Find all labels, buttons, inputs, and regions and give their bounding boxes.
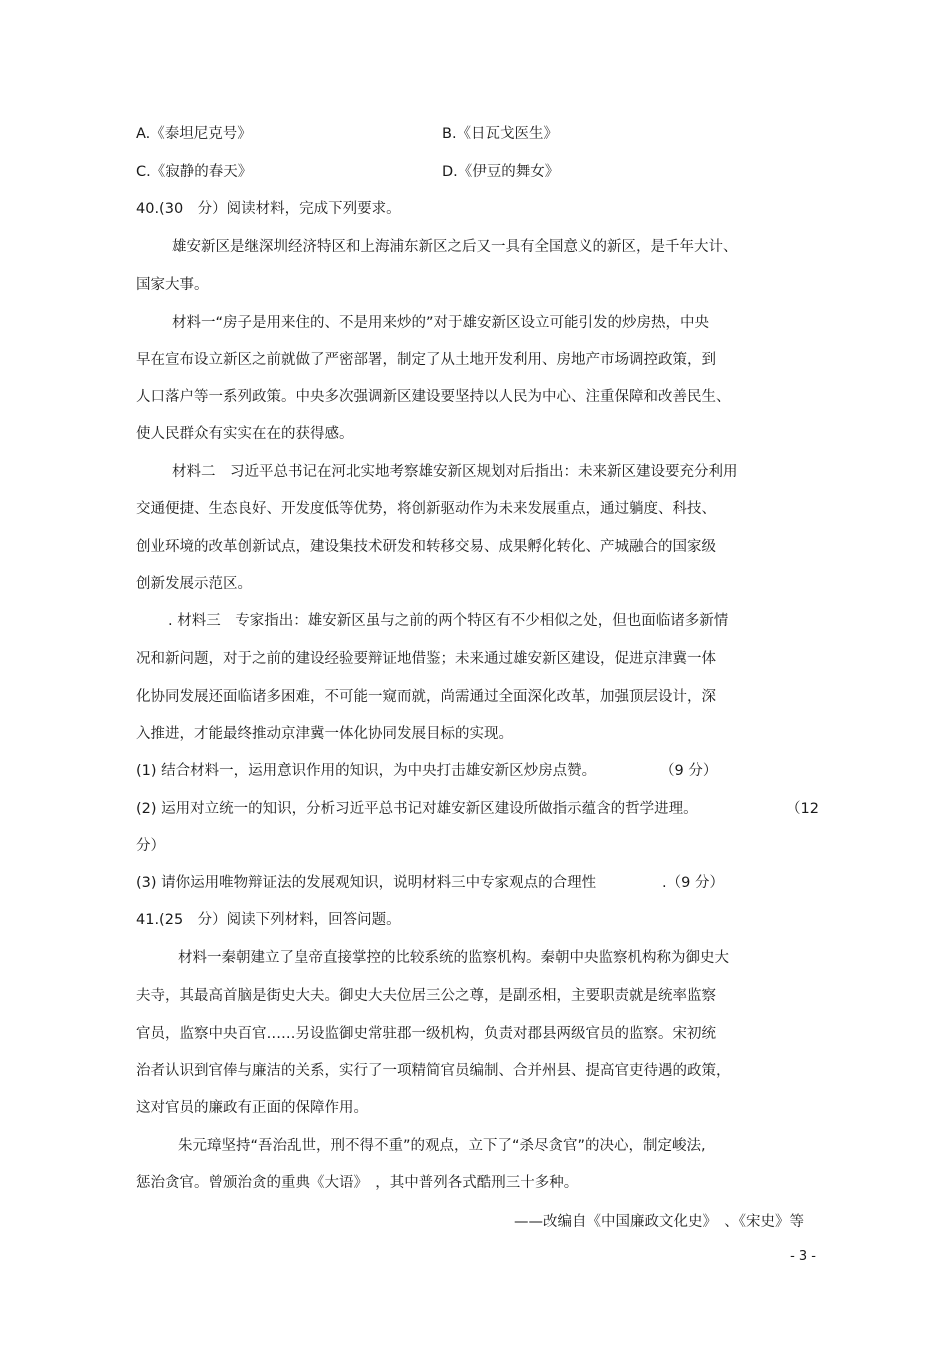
- q40-material3-line: . 材料三 专家指出：雄安新区虽与之前的两个特区有不少相似之处，但也面临诸多新情: [168, 613, 729, 629]
- q40-header: 40.(30 分）阅读材料，完成下列要求。: [136, 201, 401, 217]
- q40-sub3-text: (3) 请你运用唯物辩证法的发展观知识，说明材料三中专家观点的合理性: [136, 875, 597, 891]
- q40-sub2-score-cont: 分）: [136, 838, 165, 854]
- page-number: - 3 -: [790, 1249, 816, 1264]
- q41-material1-line: 官员，监察中央百官……另设监御史常驻郡一级机构，负责对郡县两级官员的监察。宋初统: [136, 1026, 716, 1042]
- q40-material1-line: 人口落户等一系列政策。中央多次强调新区建设要坚持以人民为中心、注重保障和改善民生、: [136, 389, 731, 405]
- q40-intro-line: 国家大事。: [136, 277, 209, 293]
- q40-material1-line: 使人民群众有实实在在的获得感。: [136, 426, 354, 442]
- q40-material3-line: 入推进，才能最终推动京津冀一体化协同发展目标的实现。: [136, 726, 513, 742]
- q41-material1-line: 这对官员的廉政有正面的保障作用。: [136, 1100, 368, 1116]
- q41-paragraph2-line: 朱元璋坚持“吾治乱世，刑不得不重”的观点，立下了“杀尽贪官”的决心，制定峻法,: [178, 1138, 706, 1154]
- q40-material3-line: 况和新问题，对于之前的建设经验要辩证地借鉴；未来通过雄安新区建设，促进京津冀一体: [136, 651, 716, 667]
- q41-material1-line: 治者认识到官俸与廉洁的关系，实行了一项精简官员编制、合并州县、提高官吏待遇的政策，: [136, 1063, 731, 1079]
- q40-material2-line: 创业环境的改革创新试点，建设集技术研发和转移交易、成果孵化转化、产城融合的国家级: [136, 539, 716, 555]
- q40-sub1-score: （9 分）: [660, 763, 718, 779]
- q40-sub2-score: （12: [786, 801, 819, 817]
- option-c: C.《寂静的春天》: [136, 164, 253, 180]
- option-a: A.《泰坦尼克号》: [136, 126, 252, 142]
- option-b: B.《日瓦戈医生》: [442, 126, 559, 142]
- q40-material1-line: 材料一“房子是用来住的、不是用来炒的”对于雄安新区设立可能引发的炒房热，中央: [172, 315, 710, 331]
- q41-source: ——改编自《中国廉政文化史》 、《宋史》等: [514, 1214, 804, 1230]
- q40-material1-line: 早在宣布设立新区之前就做了严密部署，制定了从土地开发利用、房地产市场调控政策，到: [136, 352, 716, 368]
- q40-material2-line: 材料二 习近平总书记在河北实地考察雄安新区规划对后指出：未来新区建设要充分利用: [172, 464, 738, 480]
- q40-material2-line: 创新发展示范区。: [136, 576, 252, 592]
- q40-sub1-text: (1) 结合材料一，运用意识作用的知识，为中央打击雄安新区炒房点赞。: [136, 763, 597, 779]
- q41-paragraph2-line: 惩治贪官。曾颁治贪的重典《大语》 ，其中普列各式酷刑三十多种。: [136, 1175, 579, 1191]
- q41-header: 41.(25 分）阅读下列材料，回答问题。: [136, 912, 401, 928]
- q40-material2-line: 交通便捷、生态良好、开发度低等优势，将创新驱动作为未来发展重点，通过躺度、科技、: [136, 501, 716, 517]
- option-d: D.《伊豆的舞女》: [442, 164, 560, 180]
- q41-material1-line: 夫寺，其最高首脑是街史大夫。御史大夫位居三公之尊，是副丞相，主要职责就是统率监察: [136, 988, 716, 1004]
- q40-sub2-text: (2) 运用对立统一的知识，分析习近平总书记对雄安新区建设所做指示蕴含的哲学进理。: [136, 801, 698, 817]
- q40-sub3-score: .（9 分）: [662, 875, 724, 891]
- q40-intro-line: 雄安新区是继深圳经济特区和上海浦东新区之后又一具有全国意义的新区，是千年大计、: [172, 239, 738, 255]
- q40-material3-line: 化协同发展还面临诸多困难，不可能一窥而就，尚需通过全面深化改革，加强顶层设计，深: [136, 689, 716, 705]
- q41-material1-line: 材料一秦朝建立了皇帝直接掌控的比较系统的监察机构。秦朝中央监察机构称为御史大: [178, 950, 729, 966]
